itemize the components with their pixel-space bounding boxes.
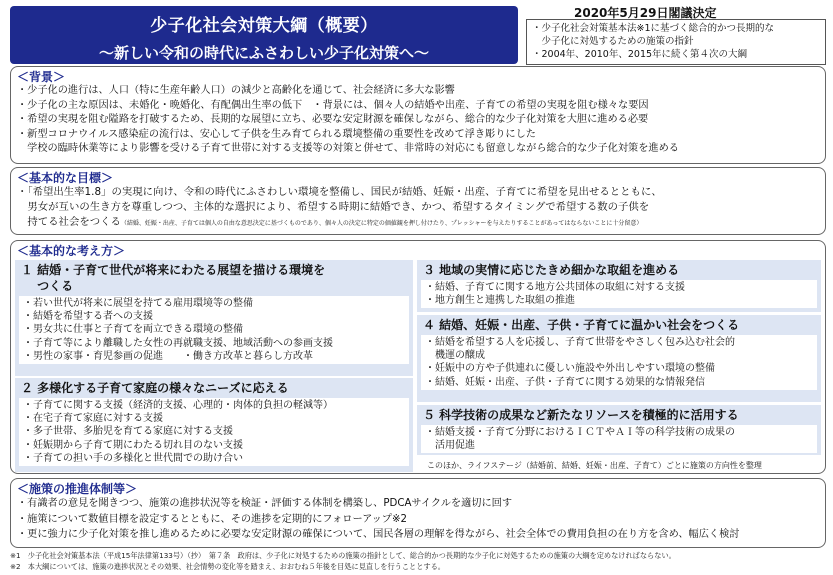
list-item: ・妊娠期から子育て期にわたる切れ目のない支援 xyxy=(23,439,243,451)
decision-info-box xyxy=(526,19,826,65)
panel-title: ２ 多様化する子育て家庭の様々なニーズに応える xyxy=(21,381,289,395)
page-subtitle: ～新しい令和の時代にふさわしい少子化対策へ～ xyxy=(98,44,429,62)
page-title: 少子化社会対策大綱（概要） xyxy=(150,16,378,36)
basic-approach-section xyxy=(10,240,826,474)
promotion-list xyxy=(17,496,740,543)
list-item: ・男女共に仕事と子育てを両立できる環境の整備 xyxy=(23,324,243,336)
goal-heading: ＜基本的な目標＞ xyxy=(17,171,114,185)
goal-line: 持てる社会をつくる（結婚、妊娠・出産、子育ては個人の自由な意思決定に基づくものであり、個々人の決定に特定の価値観を押し付けたり、プレッシャーを与えたりすることがあってはならないことに十分留意） xyxy=(17,216,643,228)
list-item: ・有識者の意見を聞きつつ、施策の進捗状況等を検証・評価する体制を構築し、PDCAサイクルを適切に回す xyxy=(17,498,513,509)
panel-body xyxy=(19,296,409,364)
goal-note: （結婚、妊娠・出産、子育ては個人の自由な意思決定に基づくものであり、個々人の決定に特定の価値観を押し付けたり、プレッシャーを与えたりすることがあってはならないことに十分留意） xyxy=(120,220,643,227)
lifestage-note: このほか、ライフステージ（結婚前、結婚、妊娠・出産、子育て）ごとに施策の方向性を整理 xyxy=(427,461,762,470)
approach-panel-2 xyxy=(15,378,413,472)
approach-panel-3 xyxy=(417,260,821,312)
list-item: ・更に強力に少子化対策を推し進めるために必要な安定財源の確保について、国民各層の理解を得ながら、社会全体での費用負担の在り方を含め、幅広く検討 xyxy=(17,529,740,540)
list-item: ・地方創生と連携した取組の推進 xyxy=(425,295,575,307)
list-item: 活用促進 xyxy=(425,440,475,452)
list-item: ・子育ての担い手の多様化と世代間での助け合い xyxy=(23,452,243,464)
decision-line: ・少子化社会対策基本法※1に基づく総合的かつ長期的な xyxy=(532,23,775,34)
list-item: ・新型コロナウイルス感染症の流行は、安心して子供を生み育てられる環境整備の重要性を改めて浮き彫りにした xyxy=(17,128,536,140)
approach-panel-4 xyxy=(417,315,821,402)
list-item: 学校の臨時休業等により影響を受ける子育て世帯に対する支援等の対策と併せて、非常時の対応にも留意しながら総合的な少子化対策を進める xyxy=(17,143,679,154)
list-item: 機運の醸成 xyxy=(425,350,485,362)
background-list xyxy=(17,84,679,157)
list-item: ・子育てに関する支援（経済的支援、心理的・肉体的負担の軽減等） xyxy=(23,400,333,411)
footnote: ※2 本大綱については、施策の進捗状況とその効果、社会情勢の変化等を踏まえ、おおむね５年後を目処に見直しを行うこととする。 xyxy=(10,562,445,571)
decision-date: 2020年5月29日閣議決定 xyxy=(574,6,717,20)
goal-line: 男女が互いの生き方を尊重しつつ、主体的な選択により、希望する時期に結婚でき、かつ、希望するタイミングで希望する数の子供を xyxy=(17,201,650,213)
decision-line: ・2004年、2010年、2015年に続く第４次の大綱 xyxy=(532,49,748,60)
footnote: ※1 少子化社会対策基本法（平成15年法律第133号）（抄） 第７条 政府は、少子化に対処するための施策の指針として、総合的かつ長期的な少子化に対処するための施策の大綱を定めなければならない。 xyxy=(10,551,676,560)
list-item: ・結婚を希望する者への支援 xyxy=(23,311,153,323)
list-item: ・希望の実現を阻む隘路を打破するため、長期的な展望に立ち、必要な安定財源を確保しながら、総合的な少子化対策を大胆に進める必要 xyxy=(17,114,649,125)
list-item: ・少子化の進行は、人口（特に生産年齢人口）の減少と高齢化を通じて、社会経済に多大な影響 xyxy=(17,85,455,96)
promotion-section xyxy=(10,478,826,548)
title-banner xyxy=(10,6,518,64)
approach-panel-5 xyxy=(417,405,821,455)
panel-body xyxy=(421,335,817,390)
list-item: ・子育て等により離職した女性の再就職支援、地域活動への参画支援 xyxy=(23,337,333,349)
list-item: ・少子化の主な原因は、未婚化・晩婚化、有配偶出生率の低下 ・背景には、個々人の結婚や出産、子育ての希望の実現を阻む様々な要因 xyxy=(17,99,649,111)
goal-line: ・「希望出生率1.8」の実現に向け、令和の時代にふさわしい環境を整備し、国民が結婚、妊娠・出産、子育てに希望を見出せるとともに、 xyxy=(17,186,662,198)
panel-body xyxy=(421,425,817,453)
list-item: ・男性の家事・育児参画の促進 ・働き方改革と暮らし方改革 xyxy=(23,350,313,362)
list-item: ・結婚、妊娠・出産、子供・子育てに関する効果的な情報発信 xyxy=(425,376,705,388)
list-item: ・結婚支援・子育て分野におけるＩＣＴやＡＩ等の科学技術の成果の xyxy=(425,427,735,438)
goal-section xyxy=(10,167,826,235)
goal-text xyxy=(17,185,662,231)
decision-line: 少子化に対処するための施策の指針 xyxy=(532,36,694,47)
list-item: ・施策について数値目標を設定するとともに、その進捗を定期的にフォローアップ※2 xyxy=(17,513,408,525)
list-item: ・結婚を希望する人を応援し、子育て世帯をやさしく包み込む社会的 xyxy=(425,337,735,348)
list-item: ・若い世代が将来に展望を持てる雇用環境等の整備 xyxy=(23,298,253,309)
list-item: ・妊娠中の方や子供連れに優しい施設や外出しやすい環境の整備 xyxy=(425,363,715,375)
panel-body xyxy=(421,280,817,308)
promotion-heading: ＜施策の推進体制等＞ xyxy=(17,482,138,496)
panel-title: １ 結婚・子育て世代が将来にわたる展望を描ける環境を つくる xyxy=(21,263,326,293)
panel-title: ５ 科学技術の成果など新たなリソースを積極的に活用する xyxy=(423,408,739,422)
panel-title: ４ 結婚、妊娠・出産、子供・子育てに温かい社会をつくる xyxy=(423,318,740,332)
background-heading: ＜背景＞ xyxy=(17,70,66,84)
panel-body xyxy=(19,398,409,466)
background-section xyxy=(10,66,826,164)
list-item: ・結婚、子育てに関する地方公共団体の取組に対する支援 xyxy=(425,282,685,293)
basic-approach-heading: ＜基本的な考え方＞ xyxy=(17,244,126,258)
list-item: ・多子世帯、多胎児を育てる家庭に対する支援 xyxy=(23,426,233,438)
approach-panel-1 xyxy=(15,260,413,376)
panel-title: ３ 地域の実情に応じたきめ細かな取組を進める xyxy=(423,263,680,277)
footnotes xyxy=(10,550,676,572)
list-item: ・在宅子育て家庭に対する支援 xyxy=(23,413,163,425)
